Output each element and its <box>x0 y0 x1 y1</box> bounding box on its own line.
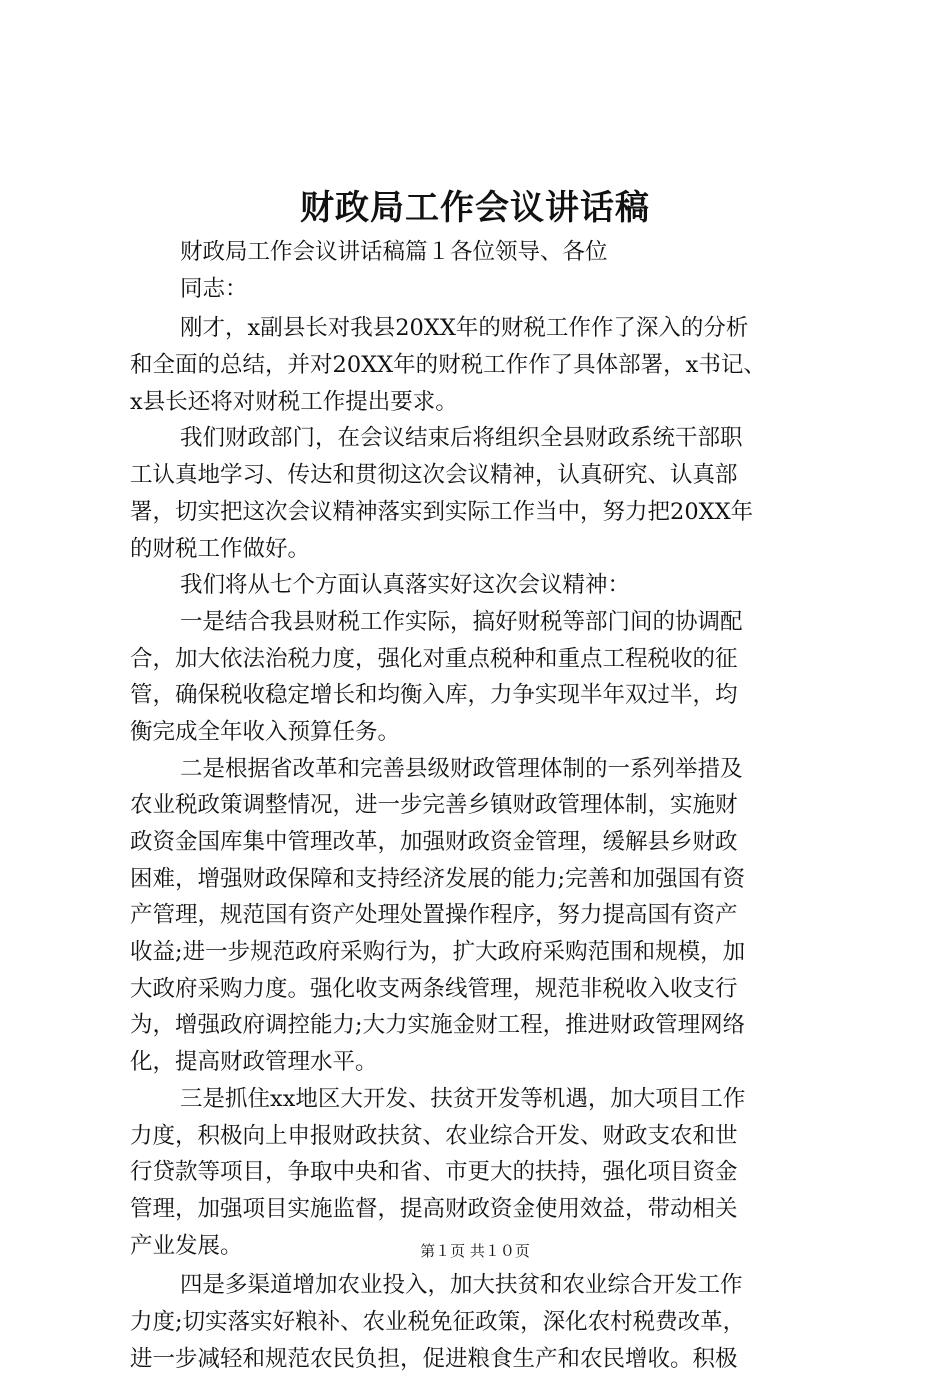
body-line: 困难，增强财政保障和支持经济发展的能力;完善和加强国有资 <box>130 865 746 892</box>
page-number-footer: 第１页 共１０页 <box>420 1242 530 1260</box>
body-line: 管，确保税收稳定增长和均衡入库，力争实现半年双过半，均 <box>130 682 738 709</box>
document-title: 财政局工作会议讲话稿 <box>300 188 650 228</box>
body-line: 一是结合我县财税工作实际，搞好财税等部门间的协调配 <box>180 608 743 635</box>
body-line: 署，切实把这次会议精神落实到实际工作当中，努力把20XX年 <box>130 498 754 525</box>
body-line: 同志： <box>180 275 248 302</box>
body-line: 管理，加强项目实施监督，提高财政资金使用效益，带动相关 <box>130 1195 738 1222</box>
body-line: 力度;切实落实好粮补、农业税免征政策，深化农村税费改革， <box>130 1308 746 1335</box>
body-line: 合，加大依法治税力度，强化对重点税种和重点工程税收的征 <box>130 645 738 672</box>
body-line: x县长还将对财税工作提出要求。 <box>130 388 458 415</box>
body-line: 大政府采购力度。强化收支两条线管理，规范非税收入收支行 <box>130 975 738 1002</box>
body-line: 产管理，规范国有资产处理处置操作程序，努力提高国有资产 <box>130 902 738 929</box>
body-line: 我们财政部门，在会议结束后将组织全县财政系统干部职 <box>180 425 743 452</box>
body-line: 为，增强政府调控能力;大力实施金财工程，推进财政管理网络 <box>130 1012 746 1039</box>
document-body <box>130 234 825 1377</box>
body-line: 政资金国库集中管理改革，加强财政资金管理，缓解县乡财政 <box>130 829 738 855</box>
body-line: 农业税政策调整情况，进一步完善乡镇财政管理体制，实施财 <box>130 792 738 819</box>
body-line: 进一步减轻和规范农民负担，促进粮食生产和农民增收。积极 <box>130 1345 738 1372</box>
body-line: 化，提高财政管理水平。 <box>130 1049 378 1076</box>
body-line: 财政局工作会议讲话稿篇１各位领导、各位 <box>180 239 608 265</box>
body-line: 行贷款等项目，争取中央和省、市更大的扶持，强化项目资金 <box>130 1159 738 1186</box>
body-line: 工认真地学习、传达和贯彻这次会议精神，认真研究、认真部 <box>130 462 738 489</box>
body-line: 衡完成全年收入预算任务。 <box>130 718 401 745</box>
body-line: 我们将从七个方面认真落实好这次会议精神： <box>180 572 631 599</box>
body-line: 三是抓住xx地区大开发、扶贫开发等机遇，加大项目工作 <box>180 1085 746 1112</box>
body-line: 和全面的总结，并对20XX年的财税工作作了具体部署，x书记、 <box>130 352 766 379</box>
body-line: 收益;进一步规范政府采购行为，扩大政府采购范围和规模，加 <box>130 939 746 966</box>
body-line: 二是根据省改革和完善县级财政管理体制的一系列举措及 <box>180 755 743 782</box>
body-line: 四是多渠道增加农业投入，加大扶贫和农业综合开发工作 <box>180 1272 743 1299</box>
body-line: 的财税工作做好。 <box>130 535 311 562</box>
body-line: 刚才，x副县长对我县20XX年的财税工作作了深入的分析 <box>180 315 749 342</box>
body-line: 产业发展。 <box>130 1232 243 1259</box>
body-line: 力度，积极向上申报财政扶贫、农业综合开发、财政支农和世 <box>130 1122 738 1149</box>
